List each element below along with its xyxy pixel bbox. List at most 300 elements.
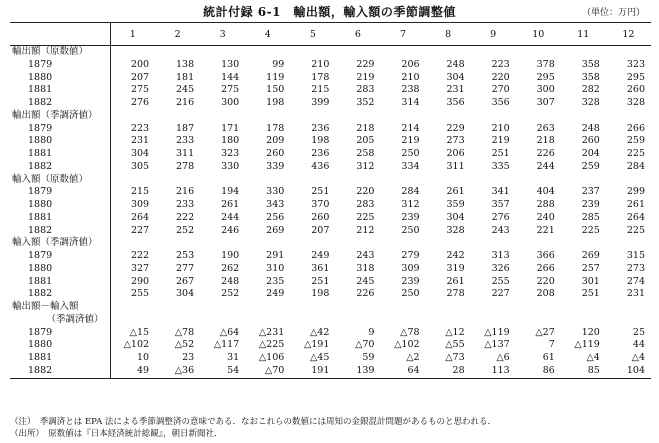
value-cell: 231	[130, 135, 150, 147]
empty-cell	[380, 110, 425, 123]
value-cell: 239	[401, 211, 420, 223]
value-cell: 248	[221, 275, 240, 287]
empty-cell	[516, 174, 561, 187]
value-cell: 266	[626, 122, 645, 134]
value-cell: 276	[130, 97, 150, 108]
value-cell: 216	[176, 97, 195, 108]
value-cell: 341	[491, 186, 510, 198]
value-cell: 198	[311, 135, 330, 147]
value-cell: 357	[491, 199, 510, 210]
value-cell: 276	[491, 211, 510, 223]
value-cell: 260	[581, 135, 600, 147]
value-cell: 139	[335, 365, 380, 378]
value-cell: 231	[446, 84, 465, 96]
section-subheader-row	[10, 314, 651, 327]
value-cell: △15	[129, 326, 150, 338]
value-cell: 257	[581, 262, 600, 274]
value-cell: △191	[303, 339, 330, 351]
empty-cell	[426, 314, 471, 327]
value-cell: △36	[155, 365, 200, 378]
value-cell: 252	[176, 224, 195, 236]
empty-cell	[561, 301, 606, 314]
empty-cell	[516, 110, 561, 123]
section-header-row	[10, 110, 651, 123]
value-cell: 278	[446, 288, 465, 300]
empty-cell	[245, 46, 290, 59]
empty-cell	[380, 174, 425, 187]
value-cell: 226	[536, 148, 555, 159]
year-cell: 1880	[10, 72, 110, 85]
empty-cell	[426, 301, 471, 314]
value-cell: 283	[356, 84, 375, 96]
column-header-month: 9	[471, 23, 516, 46]
table-row	[10, 97, 651, 110]
empty-cell	[155, 110, 200, 123]
empty-cell	[110, 314, 155, 327]
empty-cell	[110, 110, 155, 123]
empty-cell	[561, 110, 606, 123]
column-header-month: 10	[516, 23, 561, 46]
column-header-month: 11	[561, 23, 606, 46]
empty-cell	[471, 237, 516, 250]
value-cell: △64	[219, 326, 240, 338]
value-cell: △45	[309, 352, 330, 363]
value-cell: 285	[581, 211, 600, 223]
value-cell: 284	[401, 186, 420, 198]
title-row	[0, 3, 659, 21]
empty-cell	[606, 174, 651, 187]
table-row	[10, 199, 651, 212]
value-cell: 205	[356, 135, 375, 147]
value-cell: 312	[356, 160, 375, 172]
value-cell: △102	[123, 339, 150, 351]
empty-cell	[606, 110, 651, 123]
table-row	[10, 352, 651, 365]
value-cell: 264	[130, 211, 150, 223]
value-cell: 260	[626, 84, 645, 96]
value-cell: 343	[266, 199, 285, 210]
value-cell: 309	[401, 262, 420, 274]
value-cell: 210	[311, 58, 330, 70]
table-row	[10, 339, 651, 352]
empty-cell	[335, 237, 380, 250]
value-cell: 330	[266, 186, 285, 198]
value-cell: 233	[176, 135, 195, 147]
value-cell: 218	[356, 122, 375, 134]
empty-cell	[335, 110, 380, 123]
value-cell: 180	[221, 135, 240, 147]
empty-cell	[380, 314, 425, 327]
year-cell: 1881	[10, 352, 110, 365]
value-cell: 318	[356, 262, 375, 274]
unit-label: （単位：万円）	[581, 8, 645, 18]
value-cell: △52	[174, 339, 195, 351]
empty-cell	[245, 301, 290, 314]
value-cell: 113	[471, 365, 516, 378]
value-cell: △70	[355, 339, 375, 351]
value-cell: 310	[266, 262, 285, 274]
year-cell: 1881	[10, 212, 110, 225]
section-header-row	[10, 237, 651, 250]
header-corner	[10, 23, 110, 46]
value-cell: 262	[221, 262, 240, 274]
value-cell: 225	[581, 224, 600, 236]
value-cell: 323	[221, 148, 240, 159]
value-cell: △106	[258, 352, 285, 363]
value-cell: 242	[446, 250, 465, 261]
section-header-row	[10, 174, 651, 187]
value-cell: 229	[356, 58, 375, 70]
year-cell: 1882	[10, 225, 110, 238]
empty-cell	[290, 46, 335, 59]
empty-cell	[516, 301, 561, 314]
value-cell: △78	[400, 326, 420, 338]
value-cell: 378	[536, 58, 555, 70]
value-cell: 181	[176, 71, 195, 83]
value-cell: 269	[266, 224, 285, 236]
value-cell: 313	[491, 250, 510, 261]
value-cell: 178	[311, 71, 330, 83]
header-row	[10, 23, 651, 46]
column-header-month: 12	[606, 23, 651, 46]
value-cell: 210	[401, 71, 420, 83]
table-row	[10, 123, 651, 136]
empty-cell	[380, 301, 425, 314]
value-cell: 28	[426, 365, 471, 378]
value-cell: △4	[586, 352, 600, 363]
column-header-month: 3	[200, 23, 245, 46]
year-cell: 1882	[10, 365, 110, 378]
value-cell: 215	[130, 186, 150, 198]
year-cell: 1881	[10, 276, 110, 289]
value-cell: 233	[176, 199, 195, 210]
value-cell: 327	[130, 262, 150, 274]
value-cell: 266	[536, 262, 555, 274]
year-cell: 1881	[10, 84, 110, 97]
table-row	[10, 186, 651, 199]
year-cell: 1880	[10, 135, 110, 148]
value-cell: 323	[626, 58, 645, 70]
section-sublabel: （季調済値）	[10, 314, 110, 327]
value-cell: 86	[516, 365, 561, 378]
value-cell: 277	[176, 262, 195, 274]
value-cell: 187	[176, 122, 195, 134]
value-cell: 59	[362, 352, 375, 363]
table-row	[10, 135, 651, 148]
year-cell: 1879	[10, 250, 110, 263]
value-cell: 248	[581, 122, 600, 134]
value-cell: 253	[176, 250, 195, 261]
value-cell: 259	[626, 135, 645, 147]
table-row	[10, 276, 651, 289]
value-cell: 282	[581, 84, 600, 96]
value-cell: 256	[266, 211, 285, 223]
value-cell: △137	[484, 339, 510, 351]
value-cell: 273	[446, 135, 465, 147]
value-cell: 219	[356, 71, 375, 83]
empty-cell	[200, 301, 245, 314]
value-cell: 326	[491, 262, 510, 274]
value-cell: 261	[446, 186, 465, 198]
value-cell: 328	[581, 97, 600, 108]
value-cell: 258	[356, 148, 375, 159]
value-cell: 200	[130, 58, 150, 70]
year-cell: 1882	[10, 288, 110, 301]
value-cell: 219	[491, 135, 510, 147]
value-cell: 273	[626, 262, 645, 274]
value-cell: 227	[491, 288, 510, 300]
value-cell: 210	[491, 122, 510, 134]
value-cell: △6	[496, 352, 510, 363]
empty-cell	[335, 301, 380, 314]
note-source: （出所） 原数値は『日本経済統計総観』，朝日新聞社．	[10, 429, 223, 439]
value-cell: 218	[536, 135, 555, 147]
empty-cell	[110, 46, 155, 59]
year-cell: 1879	[10, 59, 110, 72]
column-header-month: 4	[245, 23, 290, 46]
value-cell: 239	[581, 199, 600, 210]
value-cell: 261	[446, 275, 465, 287]
value-cell: 251	[491, 148, 510, 159]
value-cell: 138	[176, 58, 195, 70]
value-cell: 288	[536, 199, 555, 210]
year-cell: 1880	[10, 339, 110, 352]
empty-cell	[155, 174, 200, 187]
value-cell: 204	[581, 148, 600, 159]
value-cell: 207	[311, 224, 330, 236]
empty-cell	[516, 237, 561, 250]
value-cell: △27	[535, 326, 555, 338]
table-row	[10, 288, 651, 301]
value-cell: 249	[311, 250, 330, 261]
value-cell: 404	[536, 186, 555, 198]
value-cell: 7	[548, 339, 555, 351]
value-cell: 248	[446, 58, 465, 70]
year-cell: 1882	[10, 161, 110, 174]
statistics-table	[10, 22, 651, 379]
section-header-row	[10, 301, 651, 314]
value-cell: 284	[626, 160, 645, 172]
value-cell: 251	[311, 275, 330, 287]
value-cell: 178	[266, 122, 285, 134]
empty-cell	[426, 237, 471, 250]
value-cell: 304	[130, 148, 150, 159]
value-cell: △73	[445, 352, 465, 363]
column-header-month: 1	[110, 23, 155, 46]
empty-cell	[290, 237, 335, 250]
value-cell: 358	[581, 58, 600, 70]
empty-cell	[110, 237, 155, 250]
value-cell: 215	[311, 84, 330, 96]
empty-cell	[426, 46, 471, 59]
column-header-month: 8	[426, 23, 471, 46]
value-cell: 225	[626, 224, 645, 236]
empty-cell	[335, 46, 380, 59]
value-cell: 366	[536, 250, 555, 261]
value-cell: 275	[130, 84, 150, 96]
footnotes	[10, 416, 650, 440]
value-cell: 295	[536, 71, 555, 83]
value-cell: 198	[266, 97, 285, 108]
value-cell: 301	[581, 275, 600, 287]
empty-cell	[155, 314, 200, 327]
value-cell: 269	[581, 250, 600, 261]
section-label: 輸入額（原数値）	[10, 174, 110, 187]
value-cell: 61	[542, 352, 555, 363]
value-cell: 244	[536, 160, 555, 172]
empty-cell	[606, 46, 651, 59]
value-cell: 207	[130, 71, 150, 83]
value-cell: 304	[446, 71, 465, 83]
empty-cell	[471, 46, 516, 59]
value-cell: △78	[174, 326, 195, 338]
value-cell: 31	[227, 352, 240, 363]
table-title: 統計付録 6-1 輸出額，輸入額の季節調整値	[203, 5, 456, 19]
value-cell: △12	[445, 326, 465, 338]
value-cell: 44	[632, 339, 645, 351]
value-cell: 191	[290, 365, 335, 378]
empty-cell	[200, 237, 245, 250]
value-cell: 245	[356, 275, 375, 287]
section-label: 輸出額（原数値）	[10, 46, 110, 59]
value-cell: 25	[632, 326, 645, 338]
value-cell: 246	[221, 224, 240, 236]
value-cell: △70	[245, 365, 290, 378]
empty-cell	[335, 314, 380, 327]
empty-cell	[290, 174, 335, 187]
empty-cell	[561, 314, 606, 327]
value-cell: 291	[266, 250, 285, 261]
value-cell: 229	[446, 122, 465, 134]
year-cell: 1882	[10, 97, 110, 110]
empty-cell	[561, 174, 606, 187]
empty-cell	[471, 314, 516, 327]
value-cell: 356	[446, 97, 465, 108]
value-cell: 436	[311, 160, 330, 172]
value-cell: 255	[491, 275, 510, 287]
empty-cell	[245, 110, 290, 123]
empty-cell	[245, 174, 290, 187]
value-cell: 250	[401, 224, 420, 236]
value-cell: 399	[311, 97, 330, 108]
value-cell: 283	[356, 199, 375, 210]
value-cell: 99	[272, 58, 285, 70]
value-cell: 312	[401, 199, 420, 210]
value-cell: 255	[130, 288, 150, 300]
value-cell: 214	[401, 122, 420, 134]
value-cell: 278	[176, 160, 195, 172]
value-cell: 260	[266, 148, 285, 159]
value-cell: 236	[311, 122, 330, 134]
value-cell: 198	[311, 288, 330, 300]
year-cell: 1879	[10, 123, 110, 136]
value-cell: 270	[491, 84, 510, 96]
empty-cell	[200, 110, 245, 123]
value-cell: △55	[445, 339, 465, 351]
value-cell: 356	[491, 97, 510, 108]
value-cell: 328	[626, 97, 645, 108]
value-cell: 263	[536, 122, 555, 134]
value-cell: 250	[401, 288, 420, 300]
value-cell: 261	[221, 199, 240, 210]
value-cell: 361	[311, 262, 330, 274]
value-cell: 311	[176, 148, 195, 159]
empty-cell	[335, 174, 380, 187]
empty-cell	[606, 314, 651, 327]
empty-cell	[155, 301, 200, 314]
year-cell: 1879	[10, 186, 110, 199]
value-cell: 267	[176, 275, 195, 287]
empty-cell	[516, 314, 561, 327]
value-cell: 54	[200, 365, 245, 378]
value-cell: 252	[221, 288, 240, 300]
empty-cell	[110, 301, 155, 314]
column-header-month: 6	[335, 23, 380, 46]
column-header-month: 7	[380, 23, 425, 46]
value-cell: 206	[401, 58, 420, 70]
value-cell: 259	[581, 160, 600, 172]
value-cell: 23	[182, 352, 195, 363]
value-cell: 299	[626, 186, 645, 198]
value-cell: 243	[491, 224, 510, 236]
value-cell: 150	[266, 84, 285, 96]
value-cell: 251	[311, 186, 330, 198]
year-cell: 1880	[10, 199, 110, 212]
value-cell: 223	[491, 58, 510, 70]
value-cell: 359	[446, 199, 465, 210]
value-cell: 319	[446, 262, 465, 274]
year-cell: 1879	[10, 327, 110, 340]
empty-cell	[290, 110, 335, 123]
value-cell: 300	[221, 97, 240, 108]
value-cell: 307	[536, 97, 555, 108]
value-cell: △119	[484, 326, 510, 338]
value-cell: 220	[491, 71, 510, 83]
empty-cell	[155, 46, 200, 59]
table-row	[10, 327, 651, 340]
empty-cell	[245, 314, 290, 327]
value-cell: 300	[536, 84, 555, 96]
value-cell: 249	[266, 288, 285, 300]
value-cell: 212	[356, 224, 375, 236]
note-remark: （注） 季調済とは EPA 法による季節調整済の意味である．なおこれらの数値には周知の金銀混計問題があるものと思われる．	[10, 417, 496, 427]
value-cell: 314	[401, 97, 420, 108]
value-cell: △231	[258, 326, 285, 338]
value-cell: 305	[130, 160, 150, 172]
value-cell: 339	[266, 160, 285, 172]
year-cell: 1880	[10, 263, 110, 276]
value-cell: 225	[356, 211, 375, 223]
value-cell: △42	[309, 326, 330, 338]
value-cell: 190	[221, 250, 240, 261]
value-cell: 223	[130, 122, 150, 134]
value-cell: 49	[110, 365, 155, 378]
table-body	[10, 46, 651, 379]
table-row	[10, 161, 651, 174]
column-header-month: 5	[290, 23, 335, 46]
table-row	[10, 263, 651, 276]
value-cell: 231	[626, 288, 645, 300]
value-cell: 216	[176, 186, 195, 198]
value-cell: 64	[380, 365, 425, 378]
value-cell: 304	[176, 288, 195, 300]
value-cell: △119	[574, 339, 600, 351]
value-cell: 328	[446, 224, 465, 236]
value-cell: 244	[221, 211, 240, 223]
empty-cell	[471, 301, 516, 314]
value-cell: △225	[258, 339, 285, 351]
empty-cell	[561, 237, 606, 250]
